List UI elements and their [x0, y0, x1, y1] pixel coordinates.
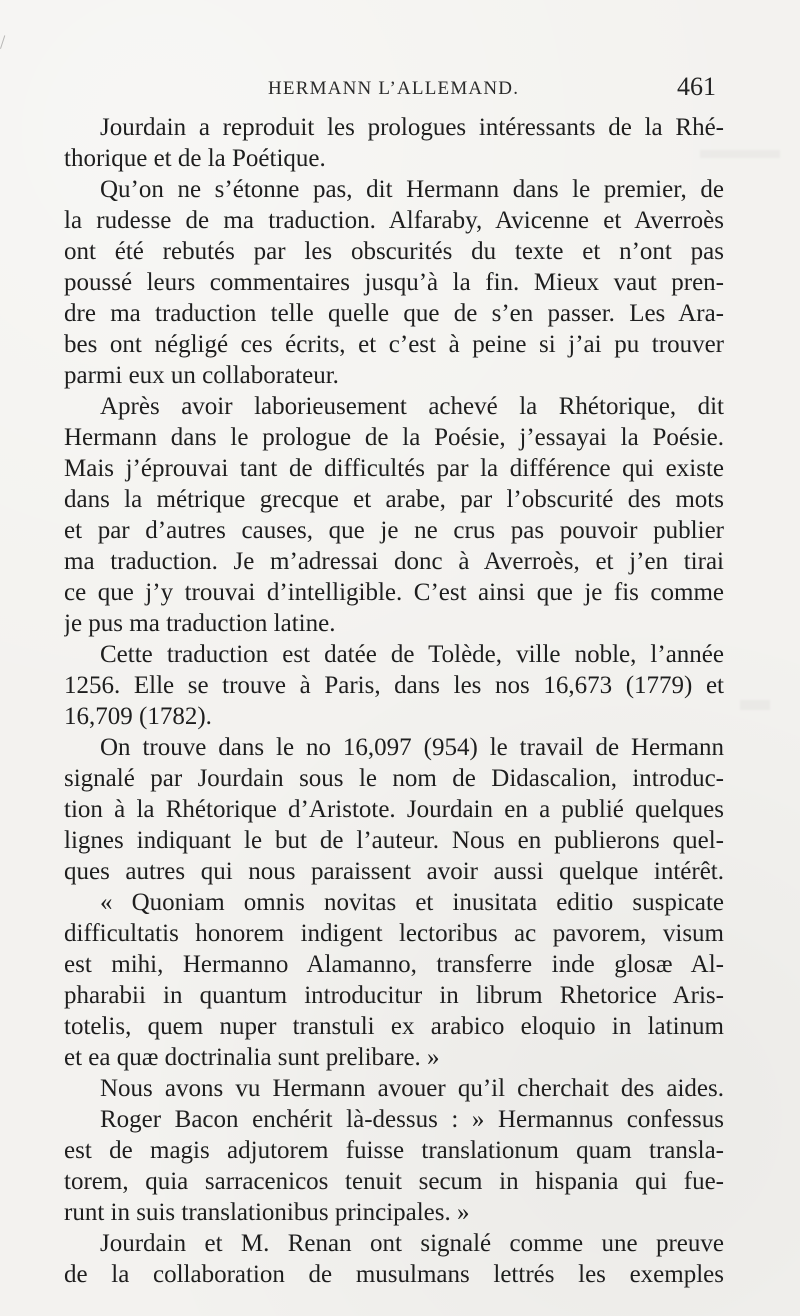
page-number: 461 [677, 72, 716, 101]
text-line: bes ont négligé ces écrits, et c’est à peine si j’ai pu trouver [64, 331, 724, 358]
running-header [268, 72, 720, 106]
text-line: Nous avons vu Hermann avouer qu’il cherchait des aides. [100, 1075, 724, 1102]
text-line: torem, quia sarracenicos tenuit secum in hispania qui fue- [64, 1168, 724, 1195]
text-line: difficultatis honorem indigent lectoribus ac pavorem, visum [64, 920, 724, 947]
text-line: ma traduction. Je m’adressai donc à Averroès, et j’en tirai [64, 548, 724, 575]
text-line: est de magis adjutorem fuisse translationum quam transla- [64, 1137, 724, 1164]
page-mark [0, 35, 11, 50]
text-line: Jourdain a reproduit les prologues intéressants de la Rhé- [100, 114, 724, 141]
text-line: poussé leurs commentaires jusqu’à la fin. Mieux vaut pren- [64, 269, 724, 296]
text-line: la rudesse de ma traduction. Alfaraby, Avicenne et Averroès [64, 207, 724, 234]
body-text [64, 112, 724, 1302]
text-line: et par d’autres causes, que je ne crus pas pouvoir publier [64, 517, 724, 544]
text-line: Qu’on ne s’étonne pas, dit Hermann dans le premier, de [100, 176, 724, 203]
text-line: dre ma traduction telle quelle que de s’en passer. Les Ara- [64, 300, 724, 327]
text-line: ce que j’y trouvai d’intelligible. C’est ainsi que je fis comme [64, 579, 724, 606]
running-header-title: HERMANN L’ALLEMAND. [268, 78, 520, 99]
paper-bleed-mark [740, 700, 770, 710]
text-line: et ea quæ doctrinalia sunt prelibare. » [64, 1044, 440, 1071]
text-line: 1256. Elle se trouve à Paris, dans les nos 16,673 (1779) et [64, 672, 724, 699]
text-line: ques autres qui nous paraissent avoir aussi quelque intérêt. [64, 858, 724, 885]
text-line: Mais j’éprouvai tant de difficultés par la différence qui existe [64, 455, 724, 482]
text-line: Après avoir laborieusement achevé la Rhétorique, dit [100, 393, 724, 420]
text-line: est mihi, Hermanno Alamanno, transferre inde glosæ Al- [64, 951, 724, 978]
text-line: 16,709 (1782). [64, 703, 212, 730]
text-line: thorique et de la Poétique. [64, 145, 326, 172]
text-line: parmi eux un collaborateur. [64, 362, 339, 389]
text-line: Cette traduction est datée de Tolède, ville noble, l’année [100, 641, 724, 668]
text-line: Jourdain et M. Renan ont signalé comme une preuve [100, 1230, 724, 1257]
text-line: signalé par Jourdain sous le nom de Didascalion, introduc- [64, 765, 724, 792]
text-line: runt in suis translationibus principales. » [64, 1199, 470, 1226]
text-line: Roger Bacon enchérit là-dessus : » Hermannus confessus [100, 1106, 724, 1133]
text-line: ont été rebutés par les obscurités du texte et n’ont pas [64, 238, 724, 265]
text-line: lignes indiquant le but de l’auteur. Nous en publierons quel- [64, 827, 724, 854]
text-line: On trouve dans le no 16,097 (954) le travail de Hermann [100, 734, 724, 761]
text-line: de la collaboration de musulmans lettrés les exemples [64, 1261, 724, 1288]
text-line: « Quoniam omnis novitas et inusitata editio suspicate [100, 889, 724, 916]
text-line: je pus ma traduction latine. [64, 610, 336, 637]
text-line: pharabii in quantum introducitur in librum Rhetorice Aris- [64, 982, 724, 1009]
text-line: totelis, quem nuper transtuli ex arabico eloquio in latinum [64, 1013, 724, 1040]
text-line: dans la métrique grecque et arabe, par l’obscurité des mots [64, 486, 724, 513]
text-line: Hermann dans le prologue de la Poésie, j’essayai la Poésie. [64, 424, 724, 451]
text-line: tion à la Rhétorique d’Aristote. Jourdain en a publié quelques [64, 796, 724, 823]
